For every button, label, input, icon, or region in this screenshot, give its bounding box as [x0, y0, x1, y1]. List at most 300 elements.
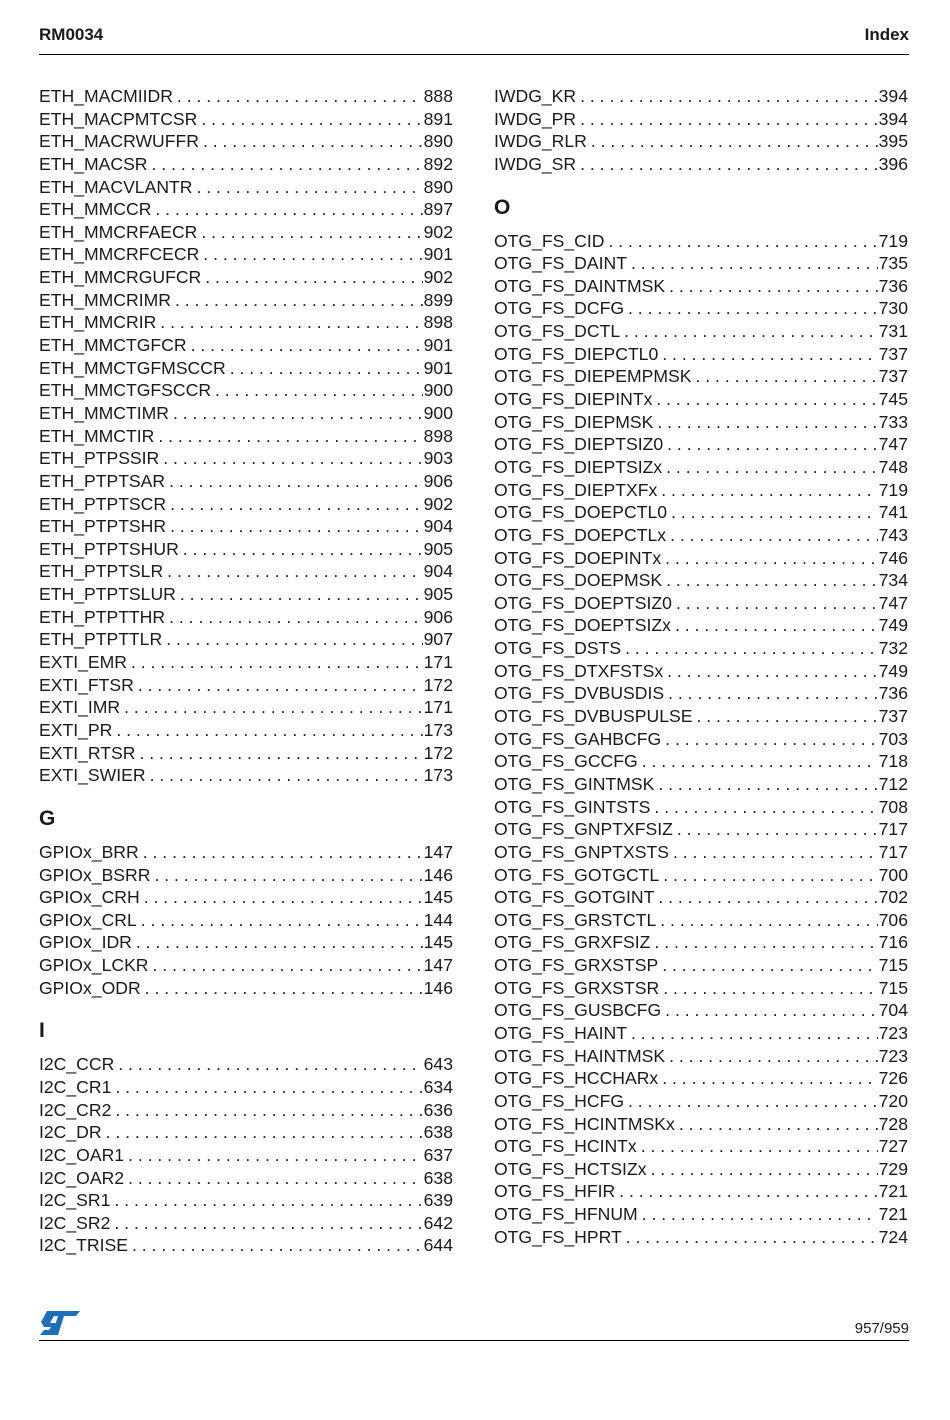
dot-leader: [671, 841, 878, 864]
page-reference: 900: [423, 380, 453, 401]
index-entry[interactable]: [39, 1234, 453, 1257]
register-name: ETH_PTPSSIR: [39, 448, 160, 469]
index-entry[interactable]: [39, 470, 453, 493]
register-name: ETH_MMCRFAECR: [39, 221, 198, 242]
index-entry[interactable]: [494, 1135, 908, 1158]
index-entry[interactable]: [494, 569, 908, 592]
register-name: I2C_CR2: [39, 1099, 112, 1120]
register-name: EXTI_EMR: [39, 652, 127, 673]
page-reference: 716: [878, 932, 908, 953]
dot-leader: [158, 311, 422, 334]
index-entry[interactable]: [39, 864, 453, 887]
dot-leader: [126, 1167, 423, 1190]
page-reference: 737: [878, 366, 908, 387]
index-entry[interactable]: [39, 108, 453, 131]
dot-leader: [661, 977, 877, 1000]
page-reference: 147: [423, 955, 453, 976]
page-reference: 736: [878, 275, 908, 296]
dot-leader: [660, 1067, 877, 1090]
dot-leader: [112, 1212, 422, 1235]
register-name: OTG_FS_DIEPCTL0: [494, 343, 659, 364]
register-name: ETH_PTPTSCR: [39, 493, 167, 514]
register-name: OTG_FS_DIEPINTx: [494, 389, 653, 410]
index-entry[interactable]: [39, 334, 453, 357]
index-entry[interactable]: [494, 230, 908, 253]
index-entry[interactable]: [39, 493, 453, 516]
index-entry[interactable]: [39, 425, 453, 448]
dot-leader: [171, 402, 423, 425]
dot-leader: [175, 85, 423, 108]
page-number: 957/959: [854, 1320, 909, 1337]
index-entry[interactable]: [39, 841, 453, 864]
dot-leader: [675, 818, 878, 841]
index-entry[interactable]: [494, 1203, 908, 1226]
page-reference: 741: [878, 502, 908, 523]
dot-leader: [114, 719, 422, 742]
index-entry[interactable]: [494, 411, 908, 434]
page-reference: 892: [423, 153, 453, 174]
register-name: OTG_FS_GRXSTSP: [494, 955, 659, 976]
dot-leader: [666, 682, 878, 705]
index-entry[interactable]: [494, 501, 908, 524]
index-entry[interactable]: [494, 433, 908, 456]
index-entry[interactable]: [39, 402, 453, 425]
index-entry[interactable]: [494, 1180, 908, 1203]
index-entry[interactable]: [494, 1022, 908, 1045]
page-reference: 743: [878, 524, 908, 545]
index-entry[interactable]: [39, 379, 453, 402]
dot-leader: [677, 1113, 878, 1136]
dot-leader: [660, 954, 877, 977]
page-reference: 891: [423, 108, 453, 129]
index-entry[interactable]: [494, 999, 908, 1022]
dot-leader: [199, 221, 422, 244]
dot-leader: [122, 696, 423, 719]
index-entry[interactable]: [39, 130, 453, 153]
register-name: OTG_FS_DIEPTXFx: [494, 479, 658, 500]
index-entry[interactable]: [494, 773, 908, 796]
index-column-left: [39, 85, 453, 1277]
dot-leader: [667, 1045, 878, 1068]
register-name: OTG_FS_HAINTMSK: [494, 1045, 666, 1066]
index-entry[interactable]: [494, 343, 908, 366]
dot-leader: [151, 954, 423, 977]
page-reference: 898: [423, 312, 453, 333]
index-entry[interactable]: [39, 628, 453, 651]
page-reference: 888: [423, 86, 453, 106]
index-entry[interactable]: [39, 719, 453, 742]
index-entry[interactable]: [494, 592, 908, 615]
index-entry[interactable]: [39, 311, 453, 334]
dot-leader: [693, 365, 877, 388]
index-entry[interactable]: [494, 547, 908, 570]
index-entry[interactable]: [494, 1158, 908, 1181]
page-reference: 734: [878, 570, 908, 591]
register-name: OTG_FS_HCTSIZx: [494, 1158, 647, 1179]
register-name: ETH_PTPTSAR: [39, 470, 166, 491]
page-reference: 718: [878, 751, 908, 772]
dot-leader: [629, 1022, 878, 1045]
register-name: I2C_OAR1: [39, 1144, 125, 1165]
page-reference: 721: [878, 1181, 908, 1202]
register-name: I2C_DR: [39, 1122, 102, 1143]
register-name: OTG_FS_GNPTXSTS: [494, 841, 669, 862]
dot-leader: [664, 569, 877, 592]
register-name: ETH_PTPTSHUR: [39, 538, 179, 559]
index-entry[interactable]: [39, 886, 453, 909]
dot-leader: [168, 515, 423, 538]
index-entry[interactable]: [39, 674, 453, 697]
register-name: ETH_MMCTIR: [39, 425, 155, 446]
index-entry[interactable]: [39, 742, 453, 765]
page-reference: 746: [878, 547, 908, 568]
dot-leader: [113, 1076, 422, 1099]
dot-leader: [201, 243, 422, 266]
index-letter-heading: I: [39, 1019, 45, 1043]
register-name: OTG_FS_GINTSTS: [494, 796, 651, 817]
index-entry[interactable]: [39, 447, 453, 470]
register-name: ETH_MMCRFCECR: [39, 244, 200, 265]
index-group: [494, 196, 908, 1249]
page-reference: 642: [423, 1212, 453, 1233]
dot-leader: [194, 176, 422, 199]
register-name: I2C_TRISE: [39, 1235, 128, 1256]
index-group: [39, 807, 453, 999]
page-reference: 638: [423, 1167, 453, 1188]
dot-leader: [656, 773, 877, 796]
dot-leader: [134, 931, 423, 954]
dot-leader: [654, 388, 877, 411]
index-entry[interactable]: [494, 275, 908, 298]
page-reference: 720: [878, 1090, 908, 1111]
page-reference: 717: [878, 841, 908, 862]
page-reference: 145: [423, 887, 453, 908]
index-entry[interactable]: [494, 85, 908, 108]
register-name: OTG_FS_GINTMSK: [494, 773, 655, 794]
page-reference: 901: [423, 335, 453, 356]
dot-leader: [112, 1189, 422, 1212]
index-entry[interactable]: [494, 660, 908, 683]
page-reference: 715: [878, 977, 908, 998]
page-reference: 395: [878, 131, 908, 152]
register-name: OTG_FS_GRXFSIZ: [494, 932, 651, 953]
index-entry[interactable]: [39, 1212, 453, 1235]
register-name: ETH_PTPTTLR: [39, 629, 163, 650]
page-reference: 706: [878, 909, 908, 930]
register-name: OTG_FS_HCINTMSKx: [494, 1113, 675, 1134]
register-name: ETH_PTPTSLUR: [39, 584, 176, 605]
dot-leader: [640, 750, 878, 773]
dot-leader: [164, 628, 422, 651]
page-reference: 636: [423, 1099, 453, 1120]
index-entry[interactable]: [39, 1076, 453, 1099]
dot-leader: [663, 999, 877, 1022]
register-name: OTG_FS_DAINTMSK: [494, 275, 666, 296]
page-reference: 737: [878, 706, 908, 727]
index-entry[interactable]: [494, 1045, 908, 1068]
index-entry[interactable]: [494, 388, 908, 411]
register-name: OTG_FS_DTXFSTSx: [494, 660, 664, 681]
register-name: OTG_FS_DIEPMSK: [494, 411, 654, 432]
dot-leader: [694, 705, 877, 728]
dot-leader: [652, 796, 877, 819]
index-entry[interactable]: [494, 796, 908, 819]
index-entry[interactable]: [39, 515, 453, 538]
register-name: ETH_PTPTSLR: [39, 561, 164, 582]
page-reference: 715: [878, 955, 908, 976]
index-entry[interactable]: [494, 320, 908, 343]
index-entry[interactable]: [39, 1053, 453, 1076]
index-entry[interactable]: [494, 1090, 908, 1113]
dot-leader: [664, 456, 877, 479]
dot-leader: [104, 1121, 423, 1144]
page-reference: 905: [423, 538, 453, 559]
register-name: OTG_FS_GAHBCFG: [494, 728, 662, 749]
register-name: I2C_SR1: [39, 1190, 111, 1211]
dot-leader: [639, 1135, 878, 1158]
index-entry[interactable]: [39, 764, 453, 787]
register-name: OTG_FS_DOEPCTL0: [494, 502, 668, 523]
index-entry[interactable]: [494, 728, 908, 751]
index-entry[interactable]: [494, 524, 908, 547]
register-name: OTG_FS_GNPTXFSIZ: [494, 819, 673, 840]
index-entry[interactable]: [494, 841, 908, 864]
register-name: OTG_FS_DCFG: [494, 298, 625, 319]
dot-leader: [669, 501, 878, 524]
register-name: IWDG_PR: [494, 108, 577, 129]
page-reference: 702: [878, 887, 908, 908]
index-entry[interactable]: [494, 977, 908, 1000]
dot-leader: [652, 931, 877, 954]
index-entry[interactable]: [39, 931, 453, 954]
index-entry[interactable]: [494, 705, 908, 728]
register-name: OTG_FS_CID: [494, 230, 605, 251]
page-reference: 906: [423, 470, 453, 491]
index-entry[interactable]: [494, 818, 908, 841]
index-column-right: [494, 85, 908, 1268]
index-entry[interactable]: [39, 606, 453, 629]
register-name: ETH_MMCTGFSCCR: [39, 380, 212, 401]
page-reference: 890: [423, 176, 453, 197]
index-entry[interactable]: [494, 1067, 908, 1090]
page-reference: 748: [878, 456, 908, 477]
dot-leader: [153, 198, 422, 221]
register-name: OTG_FS_DOEPMSK: [494, 570, 663, 591]
dot-leader: [142, 886, 423, 909]
index-entry[interactable]: [39, 651, 453, 674]
index-entry[interactable]: [494, 931, 908, 954]
index-entry[interactable]: [39, 357, 453, 380]
index-entry[interactable]: [494, 909, 908, 932]
register-name: I2C_OAR2: [39, 1167, 125, 1188]
index-entry[interactable]: [494, 1226, 908, 1249]
dot-leader: [189, 334, 423, 357]
index-entry[interactable]: [39, 289, 453, 312]
page-reference: 902: [423, 493, 453, 514]
register-name: OTG_FS_GUSBCFG: [494, 1000, 662, 1021]
dot-leader: [649, 1158, 878, 1181]
page-reference: 173: [423, 765, 453, 786]
index-entry[interactable]: [39, 176, 453, 199]
register-name: ETH_MACPMTCSR: [39, 108, 198, 129]
index-entry[interactable]: [494, 864, 908, 887]
index-entry[interactable]: [39, 977, 453, 1000]
index-entry[interactable]: [39, 560, 453, 583]
index-entry[interactable]: [494, 297, 908, 320]
register-name: GPIOx_CRL: [39, 909, 137, 930]
dot-leader: [661, 864, 877, 887]
register-name: ETH_MMCRIR: [39, 312, 157, 333]
index-entry[interactable]: [39, 266, 453, 289]
page-reference: 723: [878, 1045, 908, 1066]
page-reference: 712: [878, 773, 908, 794]
dot-leader: [116, 1053, 422, 1076]
page-reference: 172: [423, 742, 453, 763]
page-reference: 749: [878, 660, 908, 681]
page-reference: 899: [423, 289, 453, 310]
index-group: [494, 85, 908, 176]
page-reference: 745: [878, 389, 908, 410]
register-name: ETH_MACVLANTR: [39, 176, 193, 197]
page-reference: 890: [423, 131, 453, 152]
index-entry[interactable]: [494, 682, 908, 705]
register-name: OTG_FS_DIEPTSIZx: [494, 456, 663, 477]
dot-leader: [201, 130, 423, 153]
page-reference: 735: [878, 253, 908, 274]
header-rule: [39, 54, 909, 55]
register-name: OTG_FS_DVBUSPULSE: [494, 706, 693, 727]
page-reference: 727: [878, 1136, 908, 1157]
index-letter-heading: G: [39, 806, 56, 830]
dot-leader: [168, 493, 423, 516]
page-reference: 905: [423, 584, 453, 605]
dot-leader: [668, 524, 878, 547]
index-entry[interactable]: [39, 538, 453, 561]
register-name: IWDG_KR: [494, 86, 577, 106]
dot-leader: [656, 886, 877, 909]
footer-rule: [39, 1340, 909, 1341]
page-reference: 737: [878, 343, 908, 364]
index-entry[interactable]: [494, 954, 908, 977]
dot-leader: [156, 425, 422, 448]
dot-leader: [136, 674, 423, 697]
register-name: IWDG_SR: [494, 153, 577, 174]
page-reference: 171: [423, 697, 453, 718]
register-name: ETH_MMCTIMR: [39, 402, 169, 423]
index-entry[interactable]: [39, 1167, 453, 1190]
dot-leader: [150, 153, 423, 176]
page-reference: 146: [423, 977, 453, 998]
index-group: [39, 1019, 453, 1257]
index-entry[interactable]: [494, 886, 908, 909]
register-name: ETH_MMCTGFCR: [39, 335, 187, 356]
page-reference: 904: [423, 561, 453, 582]
index-entry[interactable]: [494, 252, 908, 275]
register-name: OTG_FS_DIEPEMPMSK: [494, 366, 692, 387]
dot-leader: [137, 742, 422, 765]
page-reference: 731: [878, 321, 908, 342]
register-name: GPIOx_BSRR: [39, 864, 151, 885]
index-entry[interactable]: [39, 85, 453, 108]
page-reference: 145: [423, 932, 453, 953]
index-entry[interactable]: [494, 614, 908, 637]
register-name: EXTI_PR: [39, 719, 113, 740]
dot-leader: [167, 470, 423, 493]
register-name: OTG_FS_GRSTCTL: [494, 909, 657, 930]
index-entry[interactable]: [494, 750, 908, 773]
page-reference: 717: [878, 819, 908, 840]
page-reference: 728: [878, 1113, 908, 1134]
register-name: ETH_MMCCR: [39, 199, 152, 220]
page-reference: 719: [878, 479, 908, 500]
register-name: I2C_CR1: [39, 1076, 112, 1097]
register-name: OTG_FS_DAINT: [494, 253, 627, 274]
section-title: Index: [864, 25, 909, 44]
dot-leader: [578, 108, 878, 131]
dot-leader: [152, 864, 422, 887]
dot-leader: [589, 130, 878, 153]
index-entry[interactable]: [39, 153, 453, 176]
index-entry[interactable]: [39, 1121, 453, 1144]
page-reference: 144: [423, 909, 453, 930]
index-entry[interactable]: [39, 696, 453, 719]
index-entry[interactable]: [39, 1189, 453, 1212]
index-entry[interactable]: [39, 243, 453, 266]
register-name: I2C_CCR: [39, 1054, 115, 1075]
page-reference: 730: [878, 298, 908, 319]
index-entry[interactable]: [494, 108, 908, 131]
index-entry[interactable]: [494, 130, 908, 153]
register-name: GPIOx_LCKR: [39, 955, 149, 976]
page-reference: 732: [878, 638, 908, 659]
dot-leader: [623, 637, 878, 660]
index-entry[interactable]: [39, 954, 453, 977]
index-entry[interactable]: [39, 1144, 453, 1167]
index-entry[interactable]: [494, 1113, 908, 1136]
index-entry[interactable]: [39, 1099, 453, 1122]
index-entry[interactable]: [494, 456, 908, 479]
register-name: GPIOx_IDR: [39, 932, 132, 953]
index-entry[interactable]: [494, 365, 908, 388]
index-group: [39, 85, 453, 787]
dot-leader: [658, 909, 877, 932]
index-entry[interactable]: [39, 583, 453, 606]
dot-leader: [178, 583, 423, 606]
index-entry[interactable]: [39, 198, 453, 221]
register-name: ETH_MMCRIMR: [39, 289, 171, 310]
page-reference: 394: [878, 108, 908, 129]
page-reference: 747: [878, 592, 908, 613]
dot-leader: [165, 560, 422, 583]
page-reference: 703: [878, 728, 908, 749]
page-reference: 638: [423, 1122, 453, 1143]
page-header: [39, 25, 909, 49]
dot-leader: [626, 297, 878, 320]
dot-leader: [181, 538, 423, 561]
dot-leader: [674, 592, 878, 615]
index-entry[interactable]: [494, 153, 908, 176]
dot-leader: [139, 909, 423, 932]
index-entry[interactable]: [494, 479, 908, 502]
index-entry[interactable]: [39, 221, 453, 244]
index-entry[interactable]: [494, 637, 908, 660]
register-name: OTG_FS_DIEPTSIZ0: [494, 434, 664, 455]
page-reference: 719: [878, 230, 908, 251]
index-entry[interactable]: [39, 909, 453, 932]
page-reference: 147: [423, 841, 453, 862]
document-id: RM0034: [39, 25, 104, 44]
index-letter-heading: O: [494, 195, 511, 219]
